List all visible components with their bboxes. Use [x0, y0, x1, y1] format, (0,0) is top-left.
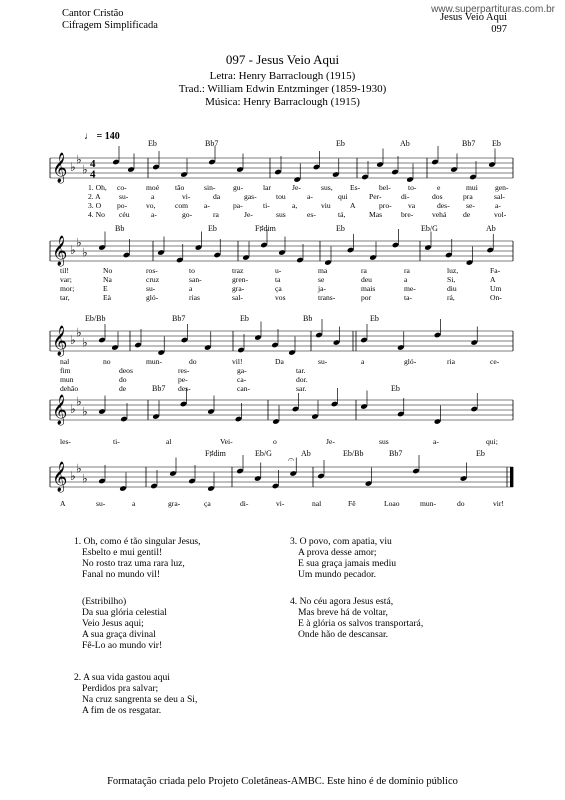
stanza-line: Um mundo pecador. [298, 569, 377, 580]
lyric-syllable: pro- [379, 201, 392, 210]
stanza-line: E sua graça jamais mediu [298, 558, 397, 569]
lyric-syllable: com [175, 201, 189, 210]
lyric-syllable: su- [119, 192, 129, 201]
chord-symbol: Bb7 [462, 139, 476, 148]
lyric-syllable: ça [275, 284, 282, 293]
lyric-syllable: san- [189, 275, 202, 284]
lyric-syllable: mun- [146, 357, 163, 366]
lyric-syllable: tão [175, 183, 185, 192]
lyric-syllable: Eà [103, 293, 112, 302]
lyric-syllable: tou [276, 192, 286, 201]
lyric-syllable: vir! [493, 499, 504, 508]
stanza-line: Mas breve há de voltar, [298, 607, 388, 618]
lyric-syllable: Je- [326, 437, 335, 446]
lyric-syllable: ria [447, 357, 456, 366]
lyric-syllable: a- [495, 201, 501, 210]
chord-symbol: Ab [486, 224, 496, 233]
lyric-syllable: mun [60, 375, 74, 384]
lyric-syllable: sin- [204, 183, 216, 192]
lyric-syllable: va [408, 201, 416, 210]
lyric-syllable: ra [213, 210, 219, 219]
lyric-syllable: se- [466, 201, 475, 210]
flat-icon: ♭ [82, 335, 88, 350]
lyric-syllable: trans- [318, 293, 336, 302]
lyric-syllable: gra- [232, 284, 245, 293]
lyric-syllable: ra [361, 266, 367, 275]
lyricist-credit: Letra: Henry Barraclough (1915) [209, 70, 356, 82]
lyric-syllable: gra- [168, 499, 181, 508]
lyric-syllable: de [119, 384, 127, 393]
site-url[interactable]: www.superpartituras.com.br [431, 4, 555, 15]
lyric-syllable: su- [96, 499, 106, 508]
flat-icon: ♭ [76, 235, 82, 250]
lyric-syllable: se [318, 275, 325, 284]
lyric-syllable: Je- [292, 183, 301, 192]
flat-icon: ♭ [70, 469, 76, 483]
lyric-syllable: su- [318, 357, 328, 366]
footer-note: Formatação criada pelo Projeto Coletâneas-AMBC. Este hino é de domínio público [107, 776, 458, 787]
flat-icon: ♭ [70, 333, 76, 347]
lyric-syllable: a- [433, 437, 439, 446]
chord-symbol: Eb/Bb [85, 314, 106, 323]
chord-symbol: Eb [391, 384, 400, 393]
lyric-syllable: pra [463, 192, 473, 201]
lyric-syllable: mor; [60, 284, 75, 293]
chord-symbol: Eb [492, 139, 501, 148]
stanza-line: A fim de os resgatar. [82, 705, 162, 716]
lyric-syllable: dos [432, 192, 443, 201]
lyric-syllable: qui; [486, 437, 498, 446]
chord-symbol: Eb/Bb [343, 449, 364, 458]
lyric-syllable: a- [204, 201, 210, 210]
stanza-line: Da sua glória celestial [82, 607, 167, 618]
treble-clef-icon: 𝄞 [52, 395, 68, 425]
lyric-syllable: vi- [276, 499, 285, 508]
stanza-line: Onde hão de descansar. [298, 629, 389, 640]
lyric-syllable: nal [312, 499, 322, 508]
lyric-syllable: Fê [348, 499, 356, 508]
header-song-title: Jesus Veio Aqui [440, 12, 507, 23]
lyric-syllable: me- [404, 284, 416, 293]
lyric-syllable: Per- [369, 192, 382, 201]
flat-icon: ♭ [82, 471, 88, 486]
chord-symbol: F♯dim [255, 224, 276, 233]
lyric-syllable: sar. [296, 384, 307, 393]
lyric-syllable: u- [275, 266, 282, 275]
lyric-syllable: céu [119, 210, 130, 219]
time-signature-bottom: 4 [90, 168, 96, 181]
lyric-syllable: traz [232, 266, 244, 275]
lyric-syllable: 1. Oh, [88, 183, 107, 192]
stanza-2 [74, 672, 197, 716]
final-barline [510, 467, 513, 487]
lyric-syllable: ti- [113, 437, 120, 446]
lyric-syllable: a [151, 192, 155, 201]
lyric-syllable: ti- [263, 201, 270, 210]
lyric-syllable: Loao [384, 499, 400, 508]
lyric-syllable: deu [361, 275, 372, 284]
lyric-syllable: A [60, 499, 66, 508]
lyric-syllable: dor. [296, 375, 308, 384]
stanza-line: Fanal no mundo vil! [82, 569, 161, 580]
lyric-syllable: On- [490, 293, 502, 302]
stanza-line: 3. O povo, com apatia, viu [290, 536, 392, 547]
chord-symbol: Eb/G [421, 224, 438, 233]
lyric-syllable: des- [437, 201, 450, 210]
lyric-syllable: vo, [146, 201, 156, 210]
lyric-syllable: 2. A [88, 192, 101, 201]
chord-symbol: Bb7 [389, 449, 403, 458]
lyric-syllable: gen- [495, 183, 509, 192]
song-title: 097 - Jesus Veio Aqui [225, 52, 340, 67]
lyric-syllable: cruz [146, 275, 160, 284]
lyric-syllable: vi- [182, 192, 191, 201]
lyric-syllable: Je- [244, 210, 253, 219]
lyric-syllable: rias [189, 293, 200, 302]
lyric-syllable: go- [182, 210, 193, 219]
lyric-syllable: A [350, 201, 356, 210]
stanza-line: A sua graça divinal [82, 629, 156, 640]
composer-credit: Música: Henry Barraclough (1915) [205, 96, 360, 108]
lyric-syllable: sus, [321, 183, 333, 192]
lyric-syllable: to [189, 266, 195, 275]
stanza-line: 4. No céu agora Jesus está, [290, 596, 394, 607]
lyric-syllable: vehá [432, 210, 447, 219]
lyric-syllable: o [273, 437, 277, 446]
chord-symbol: Bb7 [172, 314, 186, 323]
lyric-syllable: Es- [350, 183, 361, 192]
chord-symbol: Bb7 [205, 139, 219, 148]
lyric-syllable: ra [404, 266, 410, 275]
lyric-syllable: po- [117, 201, 128, 210]
stanza-3 [290, 536, 396, 580]
lyric-syllable: do [457, 499, 465, 508]
lyric-syllable: dehão [60, 384, 79, 393]
stanza-line: (Estribilho) [82, 596, 127, 607]
quarter-note-icon: ♩ [84, 131, 94, 142]
stanza-line: Na cruz sangrenta se deu a Si, [82, 694, 198, 705]
lyric-syllable: ça [204, 499, 211, 508]
lyric-syllable: qui [338, 192, 348, 201]
chord-symbol: Eb [208, 224, 217, 233]
lyric-syllable: Um [490, 284, 502, 293]
flat-icon: ♭ [82, 162, 88, 177]
flat-icon: ♭ [76, 325, 82, 340]
lyric-syllable: til! [60, 266, 69, 275]
translator-credit: Trad.: William Edwin Entzminger (1859-1930) [178, 83, 387, 95]
lyric-syllable: mais [361, 284, 376, 293]
lyric-syllable: bre- [401, 210, 414, 219]
lyric-syllable: bel- [379, 183, 391, 192]
lyric-syllable: a [132, 499, 136, 508]
lyric-syllable: gló- [146, 293, 159, 302]
lyric-syllable: gu- [233, 183, 244, 192]
lyric-syllable: do [119, 375, 127, 384]
lyric-syllable: tar, [60, 293, 70, 302]
chord-symbol: Eb [336, 139, 345, 148]
lyric-syllable: e [437, 183, 441, 192]
lyric-syllable: a- [307, 192, 313, 201]
lyric-syllable: di- [401, 192, 410, 201]
flat-icon: ♭ [82, 404, 88, 419]
fermata-icon: 𝄐 [288, 453, 295, 466]
lyric-syllable: gló- [404, 357, 417, 366]
chord-symbol: Eb/G [255, 449, 272, 458]
stanza-line: Esbelto e mui gentil! [82, 547, 163, 558]
header-song-number: 097 [491, 24, 507, 35]
lyric-syllable: a [189, 284, 193, 293]
lyric-syllable: sal- [232, 293, 243, 302]
treble-clef-icon: 𝄞 [52, 153, 68, 183]
lyric-syllable: 4. No [88, 210, 105, 219]
lyric-syllable: des- [178, 384, 191, 393]
lyric-syllable: gren- [232, 275, 249, 284]
lyric-syllable: Si, [447, 275, 456, 284]
flat-icon: ♭ [76, 461, 82, 476]
chord-symbol: Bb [115, 224, 125, 233]
lyric-syllable: Da [275, 357, 284, 366]
lyric-syllable: ca- [237, 375, 247, 384]
lyric-syllable: tar. [296, 366, 306, 375]
lyric-syllable: ma [318, 266, 328, 275]
collection-name: Cantor Cristão [62, 8, 124, 19]
stanza-line: 2. A sua vida gastou aqui [74, 672, 170, 683]
lyric-syllable: sal- [494, 192, 505, 201]
chord-symbol: F♯dim [205, 449, 226, 458]
lyric-syllable: do [189, 357, 197, 366]
lyric-syllable: a [404, 275, 408, 284]
lyric-syllable: No [103, 266, 113, 275]
lyric-syllable: no [103, 357, 111, 366]
flat-icon: ♭ [76, 394, 82, 409]
treble-clef-icon: 𝄞 [52, 326, 68, 356]
tempo-marking: ♩ = 140 [84, 131, 120, 142]
lyric-syllable: var; [60, 275, 72, 284]
lyric-syllable: es- [307, 210, 316, 219]
lyric-syllable: A [490, 275, 496, 284]
chord-symbol: Eb [336, 224, 345, 233]
lyric-syllable: luz, [447, 266, 459, 275]
stanza-1 [74, 536, 201, 580]
lyric-syllable: di- [240, 499, 249, 508]
chord-symbol: Ab [400, 139, 410, 148]
chord-symbol: Eb [240, 314, 249, 323]
lyric-syllable: a, [292, 201, 298, 210]
flat-icon: ♭ [76, 152, 82, 167]
lyric-syllable: Fa- [490, 266, 501, 275]
lyric-syllable: res- [178, 366, 190, 375]
stanza-line: A prova desse amor; [298, 547, 377, 558]
lyric-syllable: nal [60, 357, 70, 366]
lyric-syllable: viu [321, 201, 331, 210]
stanza-line: 1. Oh, como é tão singular Jesus, [74, 536, 201, 547]
lyric-syllable: rá, [447, 293, 455, 302]
lyric-syllable: les- [60, 437, 71, 446]
treble-clef-icon: 𝄞 [52, 236, 68, 266]
lyric-syllable: da [213, 192, 221, 201]
chord-symbol: Bb [303, 314, 313, 323]
time-signature-top: 4 [90, 158, 96, 170]
lyric-syllable: mui [466, 183, 478, 192]
lyric-syllable: E [103, 284, 108, 293]
lyric-syllable: to- [408, 183, 417, 192]
lyric-syllable: Vei- [220, 437, 233, 446]
lyric-syllable: moé [146, 183, 160, 192]
lyric-syllable: tá, [338, 210, 346, 219]
lyric-syllable: Na [103, 275, 112, 284]
lyric-syllable: diu [447, 284, 457, 293]
lyric-syllable: ga- [237, 366, 247, 375]
chord-symbol: Eb [476, 449, 485, 458]
flat-icon: ♭ [82, 245, 88, 260]
flat-icon: ♭ [70, 160, 76, 174]
lyric-syllable: por [361, 293, 372, 302]
stanza-line: E à glória os salvos transportará, [298, 618, 424, 629]
lyric-syllable: ros- [146, 266, 158, 275]
lyric-syllable: ta [275, 275, 281, 284]
lyric-syllable: pa- [233, 201, 243, 210]
flat-icon: ♭ [70, 402, 76, 416]
lyric-syllable: co- [117, 183, 127, 192]
lyric-syllable: ce- [490, 357, 500, 366]
chorus [82, 596, 167, 651]
lyric-syllable: vol- [494, 210, 507, 219]
lyric-syllable: ta- [404, 293, 413, 302]
lyric-syllable: pe- [178, 375, 188, 384]
stanza-line: No rosto traz uma rara luz, [82, 558, 185, 569]
lyric-syllable: Mas [369, 210, 383, 219]
lyric-syllable: deos [119, 366, 133, 375]
stanza-line: Fê-Lo ao mundo vir! [82, 640, 163, 651]
stanza-4 [290, 596, 423, 640]
stanza-line: Veio Jesus aqui; [82, 618, 144, 629]
chord-symbol: Bb7 [152, 384, 166, 393]
lyric-syllable: ja- [318, 284, 327, 293]
treble-clef-icon: 𝄞 [52, 462, 68, 492]
lyric-syllable: su- [146, 284, 156, 293]
lyric-syllable: gas- [244, 192, 257, 201]
lyric-syllable: vos [275, 293, 286, 302]
flat-icon: ♭ [70, 243, 76, 257]
lyric-syllable: sus [379, 437, 389, 446]
collection-subtitle: Cifragem Simplificada [62, 20, 158, 31]
chord-symbol: Ab [301, 449, 311, 458]
chord-symbol: Eb [370, 314, 379, 323]
lyric-syllable: al [166, 437, 172, 446]
stanza-line: Perdidos pra salvar; [82, 683, 159, 694]
lyric-syllable: can- [237, 384, 251, 393]
lyric-syllable: de [463, 210, 471, 219]
lyric-syllable: a- [151, 210, 157, 219]
lyric-syllable: fim [60, 366, 71, 375]
chord-symbol: Eb [148, 139, 157, 148]
lyric-syllable: a [361, 357, 365, 366]
lyric-syllable: lar [263, 183, 272, 192]
lyric-syllable: mun- [420, 499, 437, 508]
lyric-syllable: 3. O [88, 201, 102, 210]
lyric-syllable: sus [276, 210, 286, 219]
lyric-syllable: vil! [232, 357, 243, 366]
